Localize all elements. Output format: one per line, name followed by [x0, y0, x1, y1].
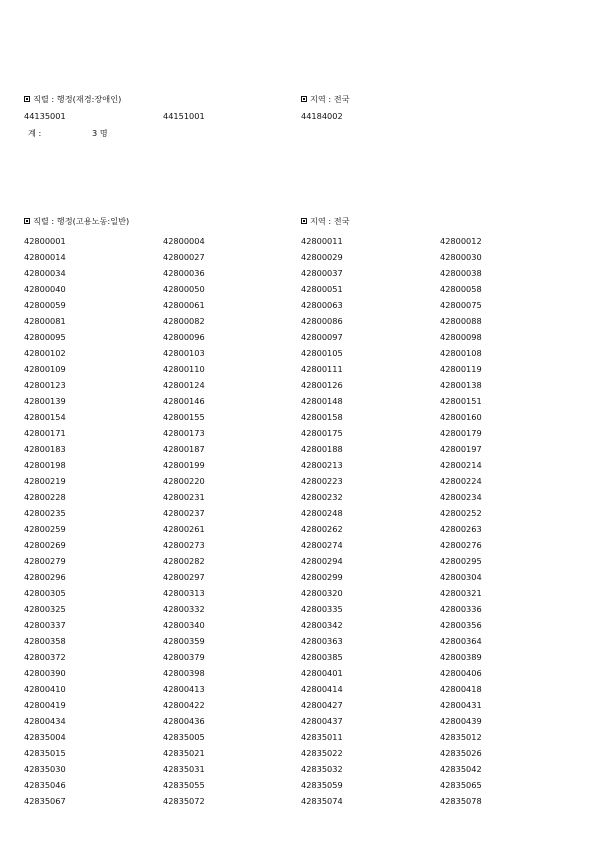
exam-number: 42800235: [24, 508, 66, 518]
exam-number: 42800004: [163, 236, 205, 246]
exam-number: 42800098: [440, 332, 482, 342]
exam-number: 42800263: [440, 524, 482, 534]
exam-number: 42835022: [301, 748, 343, 758]
exam-number: 42800358: [24, 636, 66, 646]
number-row: [0, 524, 595, 540]
exam-number: 42800146: [163, 396, 205, 406]
exam-number: 42835005: [163, 732, 205, 742]
exam-number: 42800269: [24, 540, 66, 550]
number-row: [0, 700, 595, 716]
exam-number: 42800359: [163, 636, 205, 646]
exam-number: 42835004: [24, 732, 66, 742]
exam-number: 42800095: [24, 332, 66, 342]
total-count: 3 명: [92, 128, 108, 138]
exam-number: 42835078: [440, 796, 482, 806]
section1-job-header: [24, 94, 121, 105]
number-row: [0, 652, 595, 668]
number-row: [0, 684, 595, 700]
exam-number: 42800427: [301, 700, 343, 710]
exam-number: 42800234: [440, 492, 482, 502]
exam-number: 42800063: [301, 300, 343, 310]
exam-number: 42800431: [440, 700, 482, 710]
number-row: [0, 508, 595, 524]
exam-number: 42800219: [24, 476, 66, 486]
exam-number: 42800102: [24, 348, 66, 358]
exam-number: 42800273: [163, 540, 205, 550]
exam-number: 42800198: [24, 460, 66, 470]
exam-number: 42800110: [163, 364, 205, 374]
exam-number: 42800390: [24, 668, 66, 678]
exam-number: 42800158: [301, 412, 343, 422]
exam-number: 42800385: [301, 652, 343, 662]
number-row: [0, 300, 595, 316]
exam-number: 42800274: [301, 540, 343, 550]
exam-number: 42800081: [24, 316, 66, 326]
exam-number: 42800220: [163, 476, 205, 486]
exam-number: 42800356: [440, 620, 482, 630]
exam-number: 42835074: [301, 796, 343, 806]
exam-number: 42800364: [440, 636, 482, 646]
exam-number: 42800437: [301, 716, 343, 726]
exam-number: 42800001: [24, 236, 66, 246]
exam-number: 42800051: [301, 284, 343, 294]
exam-number: 42800030: [440, 252, 482, 262]
exam-number: 42800363: [301, 636, 343, 646]
exam-number: 42800296: [24, 572, 66, 582]
exam-number: 42800439: [440, 716, 482, 726]
number-row: [0, 492, 595, 508]
exam-number: 42800436: [163, 716, 205, 726]
exam-number: 42800123: [24, 380, 66, 390]
exam-number: 42800138: [440, 380, 482, 390]
exam-number: 42800199: [163, 460, 205, 470]
exam-number: 42800139: [24, 396, 66, 406]
exam-number: 42800379: [163, 652, 205, 662]
exam-number: 42800126: [301, 380, 343, 390]
exam-number: 42800160: [440, 412, 482, 422]
exam-number: 42800173: [163, 428, 205, 438]
exam-number: 42800029: [301, 252, 343, 262]
exam-number: 42800279: [24, 556, 66, 566]
exam-number: 42800398: [163, 668, 205, 678]
section2-job-label: 직렬 : 행정(고용노동:일반): [33, 216, 130, 226]
number-row: [0, 428, 595, 444]
number-row: [0, 316, 595, 332]
exam-number: 42800034: [24, 268, 66, 278]
exam-number: 42800413: [163, 684, 205, 694]
exam-number: 42800305: [24, 588, 66, 598]
exam-number: 42800187: [163, 444, 205, 454]
bullet-square-icon: [24, 218, 30, 224]
number-row: [0, 348, 595, 364]
total-label: 계 :: [28, 128, 42, 138]
exam-number: 42800183: [24, 444, 66, 454]
exam-number: 44135001: [24, 111, 66, 121]
exam-number: 42800224: [440, 476, 482, 486]
exam-number: 42800214: [440, 460, 482, 470]
exam-number: 42800252: [440, 508, 482, 518]
number-row: [0, 588, 595, 604]
exam-number: 42800105: [301, 348, 343, 358]
number-row: [0, 636, 595, 652]
section2-region-header: [301, 216, 350, 227]
number-row: [0, 380, 595, 396]
exam-number: 42800148: [301, 396, 343, 406]
exam-number: 42800237: [163, 508, 205, 518]
exam-number: 42835072: [163, 796, 205, 806]
exam-number: 44184002: [301, 111, 343, 121]
exam-number: 42800325: [24, 604, 66, 614]
exam-number: 42800320: [301, 588, 343, 598]
exam-number: 42800082: [163, 316, 205, 326]
number-row: [0, 284, 595, 300]
exam-number: 42800410: [24, 684, 66, 694]
exam-number: 42800337: [24, 620, 66, 630]
exam-number: 42800389: [440, 652, 482, 662]
exam-number: 42800262: [301, 524, 343, 534]
section1-region-label: 지역 : 전국: [310, 94, 350, 104]
exam-number: 42800036: [163, 268, 205, 278]
exam-number: 42800086: [301, 316, 343, 326]
exam-number: 42800335: [301, 604, 343, 614]
number-row: [0, 732, 595, 748]
number-row: [0, 444, 595, 460]
exam-number: 42800372: [24, 652, 66, 662]
exam-number: 42800097: [301, 332, 343, 342]
number-row: [0, 364, 595, 380]
bullet-square-icon: [301, 96, 307, 102]
exam-number: 42800231: [163, 492, 205, 502]
exam-number: 42835067: [24, 796, 66, 806]
exam-number: 42835012: [440, 732, 482, 742]
exam-number: 42800248: [301, 508, 343, 518]
bullet-square-icon: [301, 218, 307, 224]
exam-number: 42800259: [24, 524, 66, 534]
number-row: [0, 476, 595, 492]
exam-number: 42800058: [440, 284, 482, 294]
exam-number: 42800295: [440, 556, 482, 566]
exam-number: 42800261: [163, 524, 205, 534]
number-row: [0, 604, 595, 620]
exam-number: 42800155: [163, 412, 205, 422]
exam-number: 42800419: [24, 700, 66, 710]
exam-number: 42835026: [440, 748, 482, 758]
exam-number: 42835031: [163, 764, 205, 774]
number-row: [0, 252, 595, 268]
section2-job-header: [24, 216, 129, 227]
exam-number: 42800342: [301, 620, 343, 630]
section1-region-header: [301, 94, 350, 105]
exam-number: 42800332: [163, 604, 205, 614]
exam-number: 42800418: [440, 684, 482, 694]
exam-number: 42800014: [24, 252, 66, 262]
exam-number: 42800011: [301, 236, 343, 246]
number-row: [0, 412, 595, 428]
exam-number: 42800406: [440, 668, 482, 678]
exam-number: 42800422: [163, 700, 205, 710]
exam-number: 42800299: [301, 572, 343, 582]
exam-number: 44151001: [163, 111, 205, 121]
number-row: [0, 268, 595, 284]
exam-number: 42800336: [440, 604, 482, 614]
exam-number: 42800434: [24, 716, 66, 726]
exam-number: 42800297: [163, 572, 205, 582]
exam-number: 42800012: [440, 236, 482, 246]
exam-number: 42835055: [163, 780, 205, 790]
exam-number: 42800108: [440, 348, 482, 358]
exam-number: 42800414: [301, 684, 343, 694]
exam-number: 42800040: [24, 284, 66, 294]
exam-number: 42800401: [301, 668, 343, 678]
exam-number: 42800282: [163, 556, 205, 566]
exam-number: 42800027: [163, 252, 205, 262]
exam-number: 42835021: [163, 748, 205, 758]
exam-number: 42800276: [440, 540, 482, 550]
exam-number: 42800088: [440, 316, 482, 326]
exam-number: 42835042: [440, 764, 482, 774]
exam-number: 42800096: [163, 332, 205, 342]
exam-number: 42835065: [440, 780, 482, 790]
exam-number: 42800175: [301, 428, 343, 438]
exam-number: 42800059: [24, 300, 66, 310]
exam-number: 42800313: [163, 588, 205, 598]
exam-number: 42800321: [440, 588, 482, 598]
exam-number: 42835011: [301, 732, 343, 742]
exam-number: 42800340: [163, 620, 205, 630]
number-row: [0, 332, 595, 348]
exam-number: 42800294: [301, 556, 343, 566]
exam-number: 42800228: [24, 492, 66, 502]
exam-number: 42800037: [301, 268, 343, 278]
exam-number: 42800197: [440, 444, 482, 454]
exam-number: 42835030: [24, 764, 66, 774]
exam-number: 42800119: [440, 364, 482, 374]
exam-number: 42800304: [440, 572, 482, 582]
number-row: [0, 396, 595, 412]
section1-job-label: 직렬 : 행정(재경:장애인): [33, 94, 122, 104]
exam-number: 42800179: [440, 428, 482, 438]
exam-number: 42835015: [24, 748, 66, 758]
number-row: [0, 668, 595, 684]
exam-number: 42800075: [440, 300, 482, 310]
number-row: [0, 748, 595, 764]
section2-region-label: 지역 : 전국: [310, 216, 350, 226]
exam-number: 42800213: [301, 460, 343, 470]
exam-number: 42800171: [24, 428, 66, 438]
number-row: [0, 572, 595, 588]
exam-number: 42800061: [163, 300, 205, 310]
exam-number: 42800124: [163, 380, 205, 390]
number-row: [0, 540, 595, 556]
exam-number: 42835059: [301, 780, 343, 790]
exam-number: 42800188: [301, 444, 343, 454]
number-row: [0, 111, 595, 127]
exam-number: 42800232: [301, 492, 343, 502]
number-row: [0, 236, 595, 252]
exam-number: 42800154: [24, 412, 66, 422]
exam-number: 42800109: [24, 364, 66, 374]
exam-number: 42800111: [301, 364, 343, 374]
number-row: [0, 556, 595, 572]
exam-number: 42835032: [301, 764, 343, 774]
exam-number: 42800050: [163, 284, 205, 294]
section1-total: [28, 128, 108, 139]
exam-number: 42800151: [440, 396, 482, 406]
number-row: [0, 796, 595, 812]
number-row: [0, 780, 595, 796]
exam-number: 42835046: [24, 780, 66, 790]
exam-number: 42800223: [301, 476, 343, 486]
number-row: [0, 764, 595, 780]
exam-number: 42800038: [440, 268, 482, 278]
number-row: [0, 620, 595, 636]
exam-number: 42800103: [163, 348, 205, 358]
bullet-square-icon: [24, 96, 30, 102]
number-row: [0, 716, 595, 732]
number-row: [0, 460, 595, 476]
